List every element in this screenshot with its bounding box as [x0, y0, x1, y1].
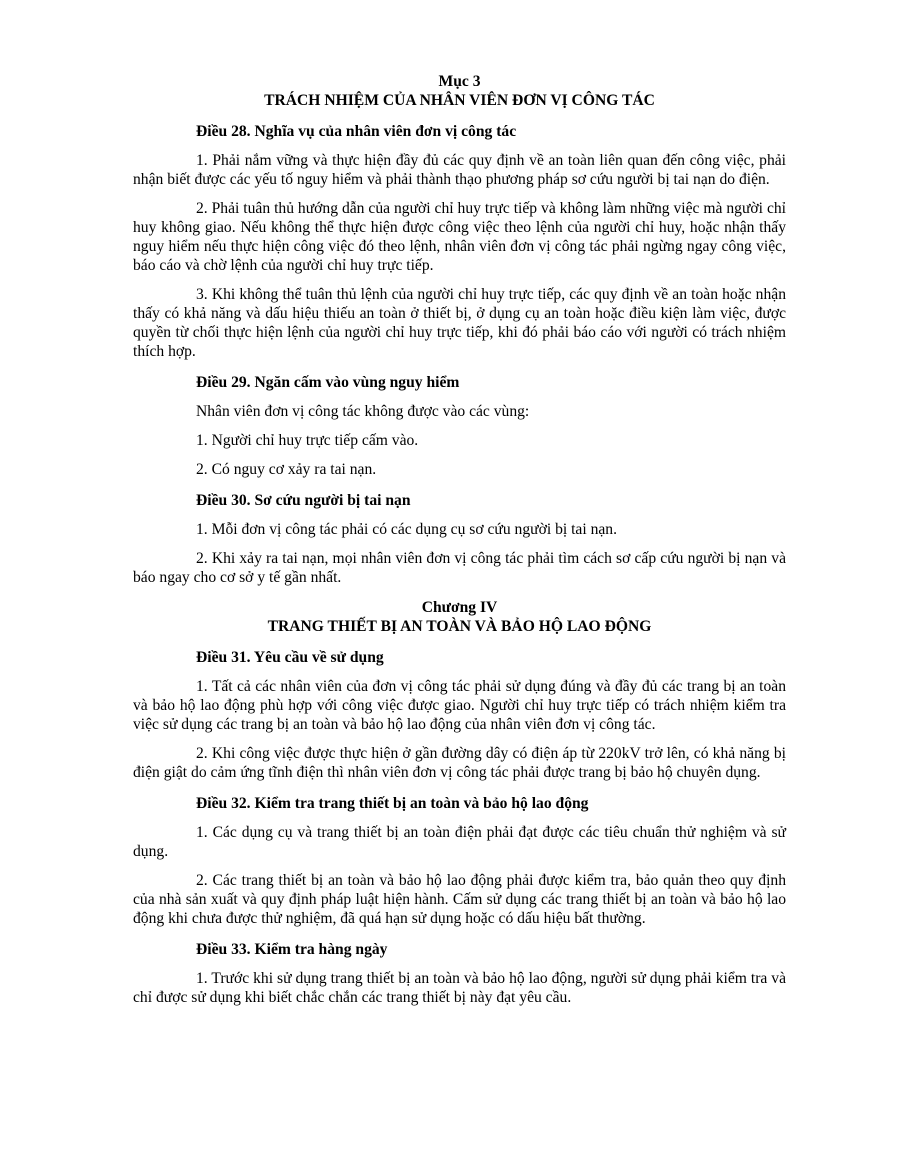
article-title: Điều 32. Kiểm tra trang thiết bị an toàn và bảo hộ lao động: [196, 795, 589, 812]
paragraph: 1. Người chỉ huy trực tiếp cấm vào.: [196, 432, 419, 449]
chapter-title: TRANG THIẾT BỊ AN TOÀN VÀ BẢO HỘ LAO ĐỘNG: [267, 618, 652, 635]
chapter-header: [133, 598, 786, 636]
chapter-label: Chương IV: [421, 599, 498, 616]
section-title: TRÁCH NHIỆM CỦA NHÂN VIÊN ĐƠN VỊ CÔNG TÁC: [264, 92, 655, 109]
article-32: [133, 794, 786, 928]
article-title: Điều 33. Kiểm tra hàng ngày: [196, 941, 388, 958]
paragraph: 2. Khi công việc được thực hiện ở gần đường dây có điện áp từ 220kV trở lên, có khả năng bị điện giật do cảm ứng tĩnh điện thì nhân viên đơn vị công tác phải được trang bị bảo hộ chuyên dụng.: [133, 745, 786, 781]
article-title: Điều 30. Sơ cứu người bị tai nạn: [196, 492, 411, 509]
article-title: Điều 29. Ngăn cấm vào vùng nguy hiểm: [196, 374, 460, 391]
article-28: [133, 122, 786, 361]
section-header: [133, 72, 786, 110]
article-31: [133, 648, 786, 782]
article-30: [133, 491, 786, 587]
paragraph: 1. Tất cả các nhân viên của đơn vị công tác phải sử dụng đúng và đầy đủ các trang bị an toàn và bảo hộ lao động phù hợp với công việc được giao. Người chỉ huy trực tiếp có trách nhiệm kiểm tra việc sử dụng các trang bị an toàn và bảo hộ lao động của nhân viên đơn vị công tác.: [133, 678, 786, 733]
paragraph: Nhân viên đơn vị công tác không được vào các vùng:: [196, 403, 530, 420]
paragraph: 3. Khi không thể tuân thủ lệnh của người chỉ huy trực tiếp, các quy định về an toàn hoặc nhận thấy có khả năng và dấu hiệu thiếu an toàn ở thiết bị, ở dụng cụ an toàn hoặc điều kiện làm việc, được quyền từ chối thực hiện lệnh của người chỉ huy trực tiếp, khi đó phải báo cáo với người có trách nhiệm thích hợp.: [133, 286, 786, 360]
article-33: [133, 940, 786, 1007]
article-29: [133, 373, 786, 479]
paragraph: 2. Khi xảy ra tai nạn, mọi nhân viên đơn vị công tác phải tìm cách sơ cấp cứu người bị nạn và báo ngay cho cơ sở y tế gần nhất.: [133, 550, 786, 586]
paragraph: 1. Mỗi đơn vị công tác phải có các dụng cụ sơ cứu người bị tai nạn.: [196, 521, 617, 538]
article-title: Điều 31. Yêu cầu về sử dụng: [196, 649, 384, 666]
section-label: Mục 3: [438, 73, 481, 90]
paragraph: 2. Có nguy cơ xảy ra tai nạn.: [196, 461, 377, 478]
paragraph: 2. Các trang thiết bị an toàn và bảo hộ lao động phải được kiểm tra, bảo quản theo quy định của nhà sản xuất và quy định pháp luật hiện hành. Cấm sử dụng các trang thiết bị an toàn và bảo hộ lao động khi chưa được thử nghiệm, đã quá hạn sử dụng hoặc có dấu hiệu bất thường.: [133, 872, 786, 927]
paragraph: 1. Phải nắm vững và thực hiện đầy đủ các quy định về an toàn liên quan đến công việc, phải nhận biết được các yếu tố nguy hiểm và phải thành thạo phương pháp sơ cứu người bị tai nạn do điện.: [133, 152, 786, 188]
paragraph: 1. Trước khi sử dụng trang thiết bị an toàn và bảo hộ lao động, người sử dụng phải kiểm tra và chỉ được sử dụng khi biết chắc chắn các trang thiết bị này đạt yêu cầu.: [133, 970, 786, 1006]
article-title: Điều 28. Nghĩa vụ của nhân viên đơn vị công tác: [196, 123, 517, 140]
paragraph: 2. Phải tuân thủ hướng dẫn của người chỉ huy trực tiếp và không làm những việc mà người chỉ huy không giao. Nếu không thể thực hiện được công việc theo lệnh của người chỉ huy, hoặc nhận thấy nguy hiểm nếu thực hiện công việc đó theo lệnh, nhân viên đơn vị công tác phải ngừng ngay công việc, báo cáo và chờ lệnh của người chỉ huy trực tiếp.: [133, 200, 786, 274]
paragraph: 1. Các dụng cụ và trang thiết bị an toàn điện phải đạt được các tiêu chuẩn thử nghiệm và sử dụng.: [133, 824, 786, 860]
